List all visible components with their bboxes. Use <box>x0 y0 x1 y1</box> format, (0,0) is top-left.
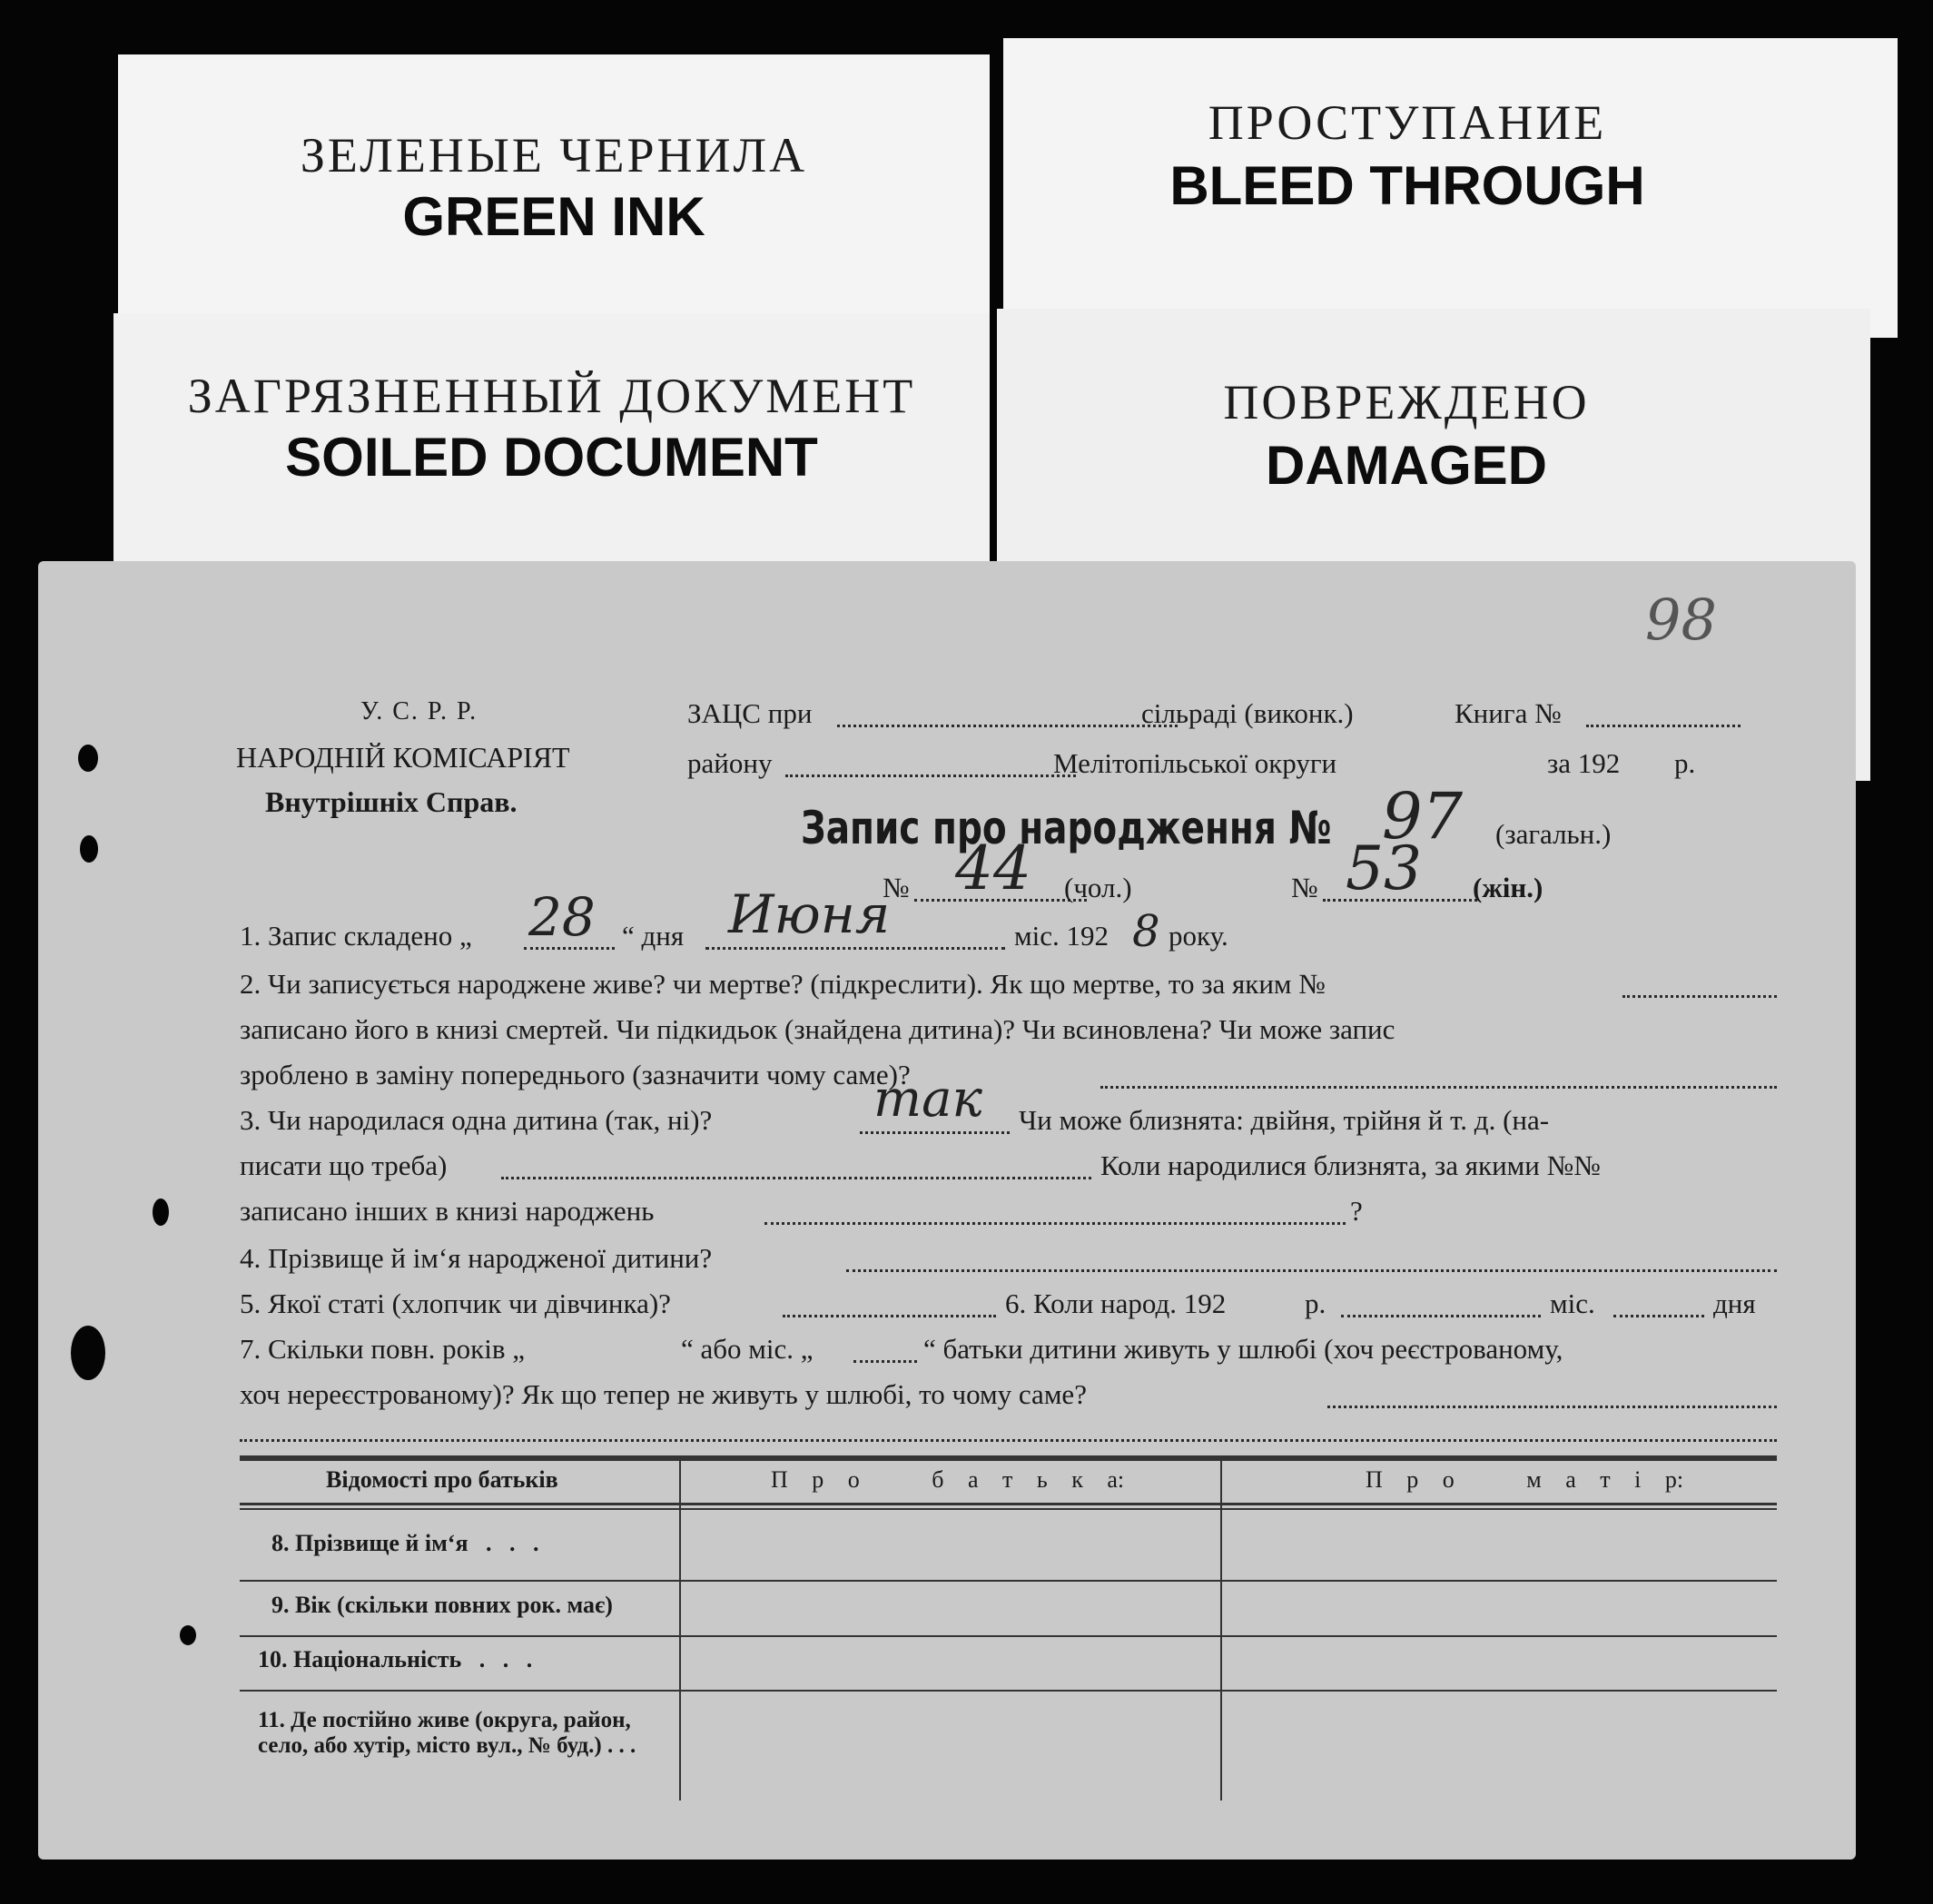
punch-hole <box>80 835 98 863</box>
q2-line3: зроблено в заміну попереднього (зазначити чому саме)? <box>240 1059 911 1090</box>
card-soiled-document-en: SOILED DOCUMENT <box>285 427 818 488</box>
q3-line1b: Чи може близнята: двійня, трійня й т. д. (на- <box>1019 1104 1550 1136</box>
q4-text: 4. Прізвище й ім‘я народженої дитини? <box>240 1242 713 1274</box>
table-col-divider <box>1220 1455 1222 1800</box>
card-soiled-document-ru: ЗАГРЯЗНЕННЫЙ ДОКУМЕНТ <box>187 369 916 423</box>
q3-numbers-field <box>764 1222 1346 1225</box>
zhin-label: (жін.) <box>1473 872 1543 903</box>
q1-day-field <box>524 947 615 950</box>
table-row-residence: 11. Де постійно живе (округа, район, село, або хутір, місто вул., № буд.) . . . <box>258 1708 636 1758</box>
q6-month-field <box>1341 1315 1541 1317</box>
q3-twins-field <box>501 1177 1091 1179</box>
chol-no-label: № <box>883 872 910 903</box>
q3-question-mark: ? <box>1350 1195 1363 1227</box>
card-bleed-through-ru: ПРОСТУПАНИЕ <box>1208 95 1607 150</box>
chol-field <box>914 899 1087 902</box>
punch-hole <box>78 745 98 772</box>
punch-hole <box>71 1326 105 1380</box>
q3-line3: записано інших в книзі народжень <box>240 1195 655 1227</box>
q1-text-a: 1. Запис складено „ <box>240 920 472 952</box>
table-top-rule-2 <box>240 1459 1777 1461</box>
q7-line1c: “ батьки дитини живуть у шлюбі (хоч реєстрованому, <box>923 1333 1563 1365</box>
zags-label: ЗАЦС при <box>687 697 813 729</box>
q7-reason-field <box>1327 1406 1777 1408</box>
q7-line1b: “ або міс. „ <box>681 1333 814 1365</box>
q2-line2: записано його в книзі смертей. Чи підкидьок (знайдена дитина)? Чи всиновлена? Чи може запис <box>240 1013 1396 1045</box>
q2-death-no-field <box>1622 995 1777 998</box>
q1-year-digit: 8 <box>1132 906 1160 957</box>
q6-text-b: р. <box>1305 1287 1326 1319</box>
q4-field <box>846 1269 1777 1272</box>
za-year-label: за 192 <box>1547 747 1621 779</box>
zags-field <box>837 725 1178 727</box>
q7-line1a: 7. Скільки повн. років „ <box>240 1333 525 1365</box>
punch-hole <box>153 1199 169 1226</box>
punch-hole <box>180 1625 196 1645</box>
q5-text: 5. Якої статі (хлопчик чи дівчинка)? <box>240 1287 671 1319</box>
year-r-label: р. <box>1674 747 1696 779</box>
kniha-field <box>1586 725 1741 727</box>
chol-label: (чол.) <box>1064 872 1132 903</box>
table-header-mother: П р о м а т і р: <box>1366 1466 1684 1493</box>
q6-day-field <box>1613 1315 1704 1317</box>
q3-answer-field <box>860 1131 1010 1134</box>
card-damaged-ru: ПОВРЕЖДЕНО <box>1223 375 1590 429</box>
table-header-parents: Відомості про батьків <box>326 1466 558 1493</box>
zhin-field <box>1323 899 1477 902</box>
q6-text-c: міс. <box>1550 1287 1595 1319</box>
table-row-age: 9. Вік (скільки повних рок. має) <box>271 1592 613 1618</box>
q2-line1: 2. Чи записується народжене живе? чи мертве? (підкреслити). Як що мертве, то за яким № <box>240 968 1326 1000</box>
silradi-label: сільраді (виконк.) <box>1141 697 1354 729</box>
chol-number: 44 <box>955 834 1031 903</box>
table-row-rule <box>240 1580 1777 1582</box>
q1-month: Июня <box>728 883 891 945</box>
table-row-rule <box>240 1690 1777 1692</box>
zhin-number: 53 <box>1346 834 1422 903</box>
table-header-rule <box>240 1503 1777 1505</box>
q7-months-field <box>853 1360 917 1363</box>
card-green-ink-ru: ЗЕЛЕНЫЕ ЧЕРНИЛА <box>300 128 808 183</box>
card-damaged-en: DAMAGED <box>1266 435 1547 496</box>
title-number: 97 <box>1382 779 1464 853</box>
kniha-label: Книга № <box>1455 697 1562 729</box>
table-header-rule-2 <box>240 1508 1777 1510</box>
card-soiled-document <box>113 313 990 586</box>
q1-text-c: міс. 192 <box>1014 920 1109 952</box>
card-green-ink <box>118 54 990 336</box>
q1-day: 28 <box>528 886 596 948</box>
q7-line2: хоч нереєстрованому)? Як що тепер не живуть у шлюбі, то чому саме? <box>240 1378 1087 1410</box>
header-internal-affairs: Внутрішніх Справ. <box>265 785 518 818</box>
okruhy-label: Мелітопільської округи <box>1053 747 1337 779</box>
q6-text-d: дня <box>1713 1287 1756 1319</box>
q6-text-a: 6. Коли народ. 192 <box>1005 1287 1227 1319</box>
card-green-ink-en: GREEN INK <box>402 186 705 247</box>
raionu-field <box>785 774 1076 777</box>
table-row-name: 8. Прізвище й ім‘я . . . <box>271 1530 539 1556</box>
page-number: 98 <box>1645 587 1717 653</box>
table-row-rule <box>240 1635 1777 1637</box>
table-row-nationality: 10. Національність . . . <box>258 1646 533 1672</box>
q7-reason-field-2 <box>240 1439 1777 1442</box>
q3-line2a: писати що треба) <box>240 1149 448 1181</box>
q3-line1a: 3. Чи народилася одна дитина (так, ні)? <box>240 1104 713 1136</box>
q5-field <box>783 1315 996 1317</box>
table-col-divider <box>679 1455 681 1800</box>
header-commissariat: НАРОДНІЙ КОМІСАРІЯТ <box>236 741 570 774</box>
header-ussr: У. С. Р. Р. <box>360 697 478 725</box>
q1-month-field <box>705 947 1005 950</box>
q3-answer: так <box>873 1070 982 1129</box>
form-title: Запис про народження № <box>801 802 1332 854</box>
raionu-label: району <box>687 747 773 779</box>
q1-text-d: року. <box>1169 920 1228 952</box>
card-bleed-through-en: BLEED THROUGH <box>1169 155 1645 216</box>
card-bleed-through <box>1003 38 1898 338</box>
q1-text-b: “ дня <box>622 920 685 952</box>
table-header-father: П р о б а т ь к а: <box>771 1466 1125 1493</box>
zhin-no-label: № <box>1291 872 1318 903</box>
zahaln-label: (загальн.) <box>1495 818 1612 850</box>
birth-record-form <box>38 561 1856 1860</box>
q2-replace-field <box>1100 1086 1777 1089</box>
parents-table <box>240 1455 1777 1800</box>
q3-line2b: Коли народилися близнята, за якими №№ <box>1100 1149 1601 1181</box>
